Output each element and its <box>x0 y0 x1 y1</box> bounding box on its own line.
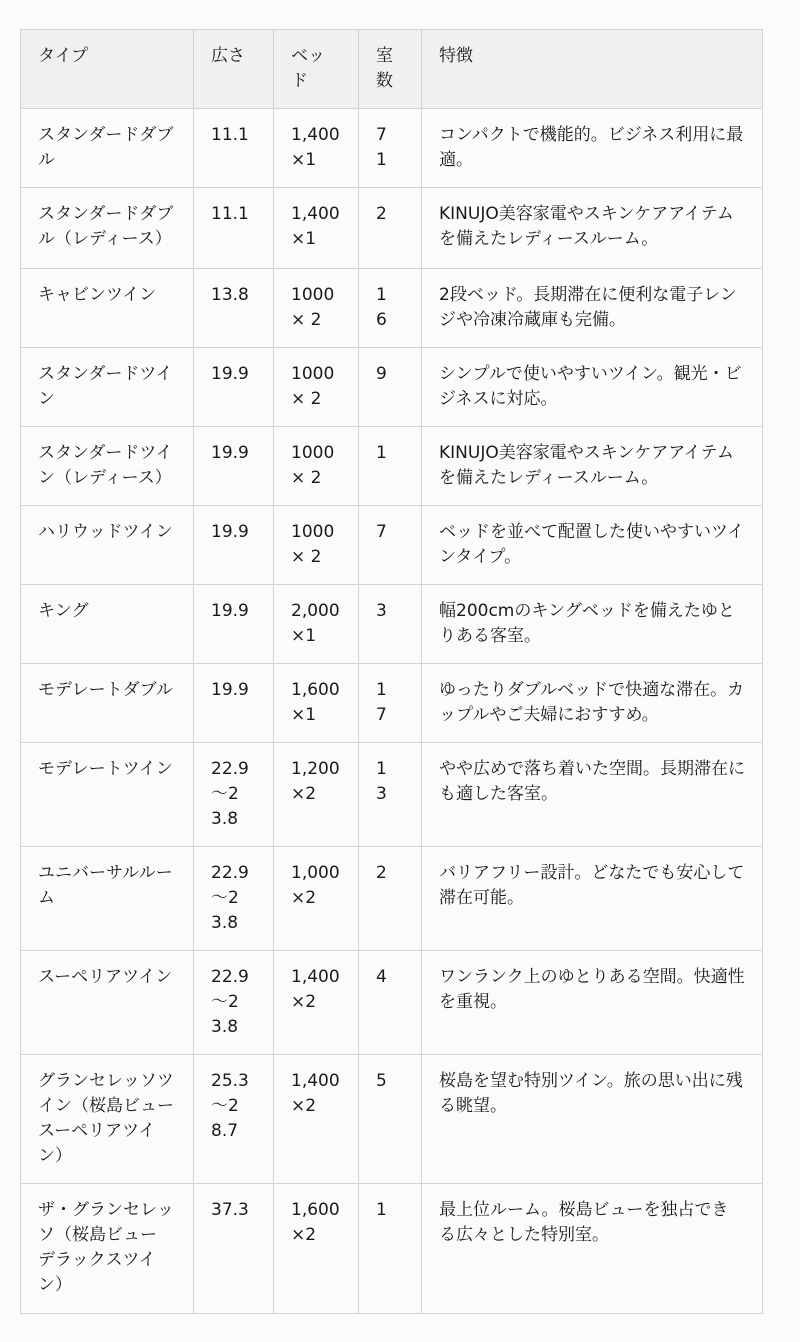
cell-text: KINUJO美容家電やスキンケアアイテムを備えたレディースルーム。 <box>439 204 734 249</box>
cell-text: 19.9 <box>211 364 249 384</box>
cell-text: スタンダードダブル <box>38 125 174 170</box>
cell-type <box>21 951 194 1055</box>
cell-text: 11.1 <box>211 125 249 145</box>
cell-text: 1000 × 2 <box>291 285 335 330</box>
cell-text: 13 <box>376 759 387 804</box>
cell-text: ザ・グランセレッソ（桜島ビュー デラックスツイン） <box>38 1200 174 1295</box>
column-header-type <box>21 30 194 109</box>
cell-text: キング <box>38 601 89 621</box>
cell-size <box>194 664 274 743</box>
cell-text: 22.9～23.8 <box>211 863 249 933</box>
cell-text: ハリウッドツイン <box>38 522 173 542</box>
cell-text: 9 <box>376 364 387 384</box>
cell-text: 16 <box>376 285 387 330</box>
cell-rooms <box>359 188 422 269</box>
cell-features <box>422 109 763 188</box>
cell-type <box>21 427 194 506</box>
cell-text: 1000 × 2 <box>291 364 335 409</box>
cell-features <box>422 188 763 269</box>
cell-text: 19.9 <box>211 443 249 463</box>
cell-text: 2,000×1 <box>291 601 340 646</box>
cell-features <box>422 1055 763 1184</box>
cell-rooms <box>359 951 422 1055</box>
cell-rooms <box>359 427 422 506</box>
cell-rooms <box>359 743 422 847</box>
table-row <box>21 1055 763 1184</box>
cell-text: 17 <box>376 680 387 725</box>
cell-text: やや広めで落ち着いた空間。長期滞在にも適した客室。 <box>439 759 745 804</box>
table-row <box>21 427 763 506</box>
cell-type <box>21 585 194 664</box>
cell-rooms <box>359 348 422 427</box>
cell-text: 1000 × 2 <box>291 522 335 567</box>
column-header-rooms <box>359 30 422 109</box>
cell-text: 1,400×1 <box>291 204 340 249</box>
cell-rooms <box>359 664 422 743</box>
cell-text: KINUJO美容家電やスキンケアアイテムを備えたレディースルーム。 <box>439 443 734 488</box>
cell-size <box>194 188 274 269</box>
room-type-table <box>20 29 763 1314</box>
cell-text: スタンダードダブル（レディース） <box>38 204 174 249</box>
cell-bed <box>274 1055 359 1184</box>
cell-type <box>21 506 194 585</box>
table-row <box>21 1184 763 1314</box>
cell-text: 37.3 <box>211 1200 249 1220</box>
cell-text: モデレートダブル <box>38 680 173 700</box>
cell-size <box>194 1055 274 1184</box>
cell-text: 1,200×2 <box>291 759 340 804</box>
column-header-label: 特徴 <box>439 46 473 66</box>
cell-bed <box>274 1184 359 1314</box>
cell-text: 1,600×1 <box>291 680 340 725</box>
cell-features <box>422 743 763 847</box>
cell-text: 桜島を望む特別ツイン。旅の思い出に残る眺望。 <box>439 1071 743 1116</box>
cell-text: 13.8 <box>211 285 249 305</box>
cell-features <box>422 951 763 1055</box>
cell-bed <box>274 348 359 427</box>
cell-text: 1,000×2 <box>291 863 340 908</box>
cell-bed <box>274 743 359 847</box>
cell-text: コンパクトで機能的。ビジネス利用に最適。 <box>439 125 744 170</box>
cell-type <box>21 269 194 348</box>
cell-text: スタンダードツイン（レディース） <box>38 443 173 488</box>
cell-size <box>194 506 274 585</box>
cell-features <box>422 1184 763 1314</box>
table-row <box>21 847 763 951</box>
cell-bed <box>274 269 359 348</box>
cell-text: 1 <box>376 443 387 463</box>
column-header-label: 室数 <box>376 46 393 91</box>
cell-rooms <box>359 585 422 664</box>
cell-text: 最上位ルーム。桜島ビューを独占できる広々とした特別室。 <box>439 1200 729 1245</box>
cell-text: 22.9～23.8 <box>211 759 249 829</box>
cell-rooms <box>359 109 422 188</box>
cell-text: 1,400×1 <box>291 125 340 170</box>
cell-text: 4 <box>376 967 387 987</box>
cell-text: 5 <box>376 1071 387 1091</box>
column-header-label: タイプ <box>38 46 89 66</box>
cell-bed <box>274 109 359 188</box>
cell-text: 19.9 <box>211 522 249 542</box>
cell-text: 幅200cmのキングベッドを備えたゆとりある客室。 <box>439 601 735 646</box>
cell-text: 7 <box>376 522 387 542</box>
cell-type <box>21 743 194 847</box>
cell-features <box>422 348 763 427</box>
cell-rooms <box>359 269 422 348</box>
cell-text: 2 <box>376 204 387 224</box>
cell-text: グランセレッソツイン（桜島ビュー スーペリアツイン） <box>38 1071 191 1166</box>
cell-text: バリアフリー設計。どなたでも安心して滞在可能。 <box>439 863 745 908</box>
cell-bed <box>274 427 359 506</box>
cell-rooms <box>359 506 422 585</box>
cell-features <box>422 427 763 506</box>
cell-type <box>21 1055 194 1184</box>
table-row <box>21 743 763 847</box>
cell-text: ベッドを並べて配置した使いやすいツインタイプ。 <box>439 522 745 567</box>
cell-text: 19.9 <box>211 680 249 700</box>
cell-type <box>21 1184 194 1314</box>
table-row <box>21 348 763 427</box>
cell-features <box>422 664 763 743</box>
cell-bed <box>274 188 359 269</box>
cell-rooms <box>359 1055 422 1184</box>
table-row <box>21 109 763 188</box>
column-header-label: ベッド <box>291 46 325 91</box>
table-row <box>21 188 763 269</box>
cell-bed <box>274 951 359 1055</box>
cell-text: モデレートツイン <box>38 759 173 779</box>
cell-bed <box>274 585 359 664</box>
cell-text: スタンダードツイン <box>38 364 173 409</box>
table-header-row <box>21 30 763 109</box>
cell-size <box>194 951 274 1055</box>
cell-text: 3 <box>376 601 387 621</box>
cell-text: 25.3～28.7 <box>211 1071 249 1141</box>
cell-text: 1,600×2 <box>291 1200 340 1245</box>
cell-text: ユニバーサルルーム <box>38 863 173 908</box>
cell-rooms <box>359 847 422 951</box>
cell-size <box>194 109 274 188</box>
column-header-features <box>422 30 763 109</box>
cell-size <box>194 269 274 348</box>
cell-type <box>21 664 194 743</box>
table-row <box>21 664 763 743</box>
column-header-bed <box>274 30 359 109</box>
cell-text: シンプルで使いやすいツイン。観光・ビジネスに対応。 <box>439 364 742 409</box>
cell-features <box>422 506 763 585</box>
cell-bed <box>274 506 359 585</box>
cell-text: ワンランク上のゆとりある空間。快適性を重視。 <box>439 967 745 1012</box>
cell-text: キャビンツイン <box>38 285 157 305</box>
cell-text: スーペリアツイン <box>38 967 173 987</box>
cell-text: 11.1 <box>211 204 249 224</box>
cell-type <box>21 188 194 269</box>
cell-text: 71 <box>376 125 387 170</box>
table-row <box>21 585 763 664</box>
cell-size <box>194 427 274 506</box>
column-header-label: 広さ <box>211 46 245 66</box>
cell-text: ゆったりダブルベッドで快適な滞在。カップルやご夫婦におすすめ。 <box>439 680 745 725</box>
cell-type <box>21 847 194 951</box>
cell-text: 1000 × 2 <box>291 443 335 488</box>
cell-features <box>422 269 763 348</box>
cell-size <box>194 743 274 847</box>
cell-size <box>194 1184 274 1314</box>
cell-bed <box>274 664 359 743</box>
cell-text: 2 <box>376 863 387 883</box>
cell-size <box>194 847 274 951</box>
cell-text: 1,400×2 <box>291 1071 340 1116</box>
cell-text: 1,400×2 <box>291 967 340 1012</box>
cell-text: 1 <box>376 1200 387 1220</box>
cell-bed <box>274 847 359 951</box>
cell-features <box>422 585 763 664</box>
table-row <box>21 951 763 1055</box>
cell-type <box>21 348 194 427</box>
cell-rooms <box>359 1184 422 1314</box>
cell-text: 22.9～23.8 <box>211 967 249 1037</box>
cell-text: 2段ベッド。長期滞在に便利な電子レンジや冷凍冷蔵庫も完備。 <box>439 285 737 330</box>
cell-size <box>194 585 274 664</box>
cell-text: 19.9 <box>211 601 249 621</box>
table-row <box>21 506 763 585</box>
cell-type <box>21 109 194 188</box>
cell-features <box>422 847 763 951</box>
table-row <box>21 269 763 348</box>
cell-size <box>194 348 274 427</box>
column-header-size <box>194 30 274 109</box>
room-table-body <box>21 109 763 1314</box>
